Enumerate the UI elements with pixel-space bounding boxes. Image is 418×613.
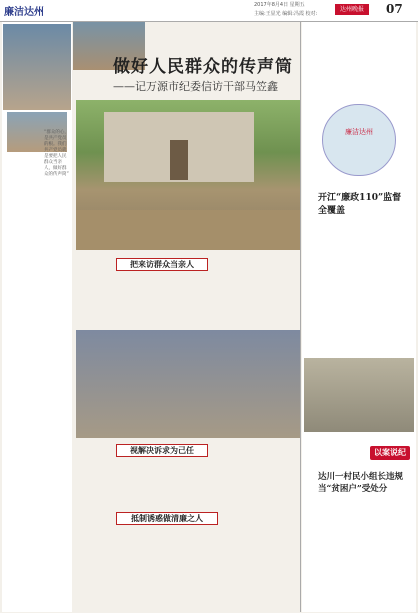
page-number: 07 (386, 2, 403, 16)
newspaper-logo: 达州晚报 (335, 4, 369, 15)
photo-ground (76, 210, 300, 250)
left-column (2, 22, 72, 612)
section-heading-2: 视解决诉求为己任 (116, 444, 208, 457)
lianjie-logo (322, 104, 396, 176)
section-heading-3: 抵制诱惑做清廉之人 (116, 512, 218, 525)
article-subtitle: ——记万源市纪委信访干部马笠鑫 (113, 80, 278, 93)
body-text-5 (80, 526, 190, 608)
body-text-6 (192, 526, 298, 608)
case-tag: 以案说纪 (370, 446, 410, 460)
pull-quote: “群众的心，是共产党员的根。我们共产党员就是要把人民群众当亲人，做好群众的传声筒” (44, 130, 69, 177)
body-text-4 (192, 458, 298, 508)
body-text-2 (192, 272, 298, 328)
section-heading-1: 把来访群众当亲人 (116, 258, 208, 271)
right-photo (304, 358, 414, 432)
secondary-photo (76, 330, 300, 438)
section-name: 廉洁达州 (4, 7, 44, 18)
page-header (0, 0, 418, 22)
right-headline-2: 达川一村民小组长违规当“贫困户”受处分 (318, 472, 404, 494)
body-text-3 (80, 458, 190, 508)
body-text-1 (80, 272, 190, 328)
article-title: 做好人民群众的传声筒 (113, 57, 293, 77)
right-headline-1: 开江“廉政110”监督全覆盖 (318, 193, 402, 216)
portrait-photo (3, 24, 71, 110)
editor-info: 主编:王显光 编辑:冯霞 校对: (254, 11, 318, 17)
right-body-2 (306, 500, 412, 608)
issue-date: 2017年8月4日 星期五 (254, 2, 305, 8)
right-body-1 (306, 216, 412, 346)
column-divider (300, 22, 301, 612)
photo-door (170, 140, 188, 180)
logo-text: 廉洁达州 (345, 128, 373, 136)
